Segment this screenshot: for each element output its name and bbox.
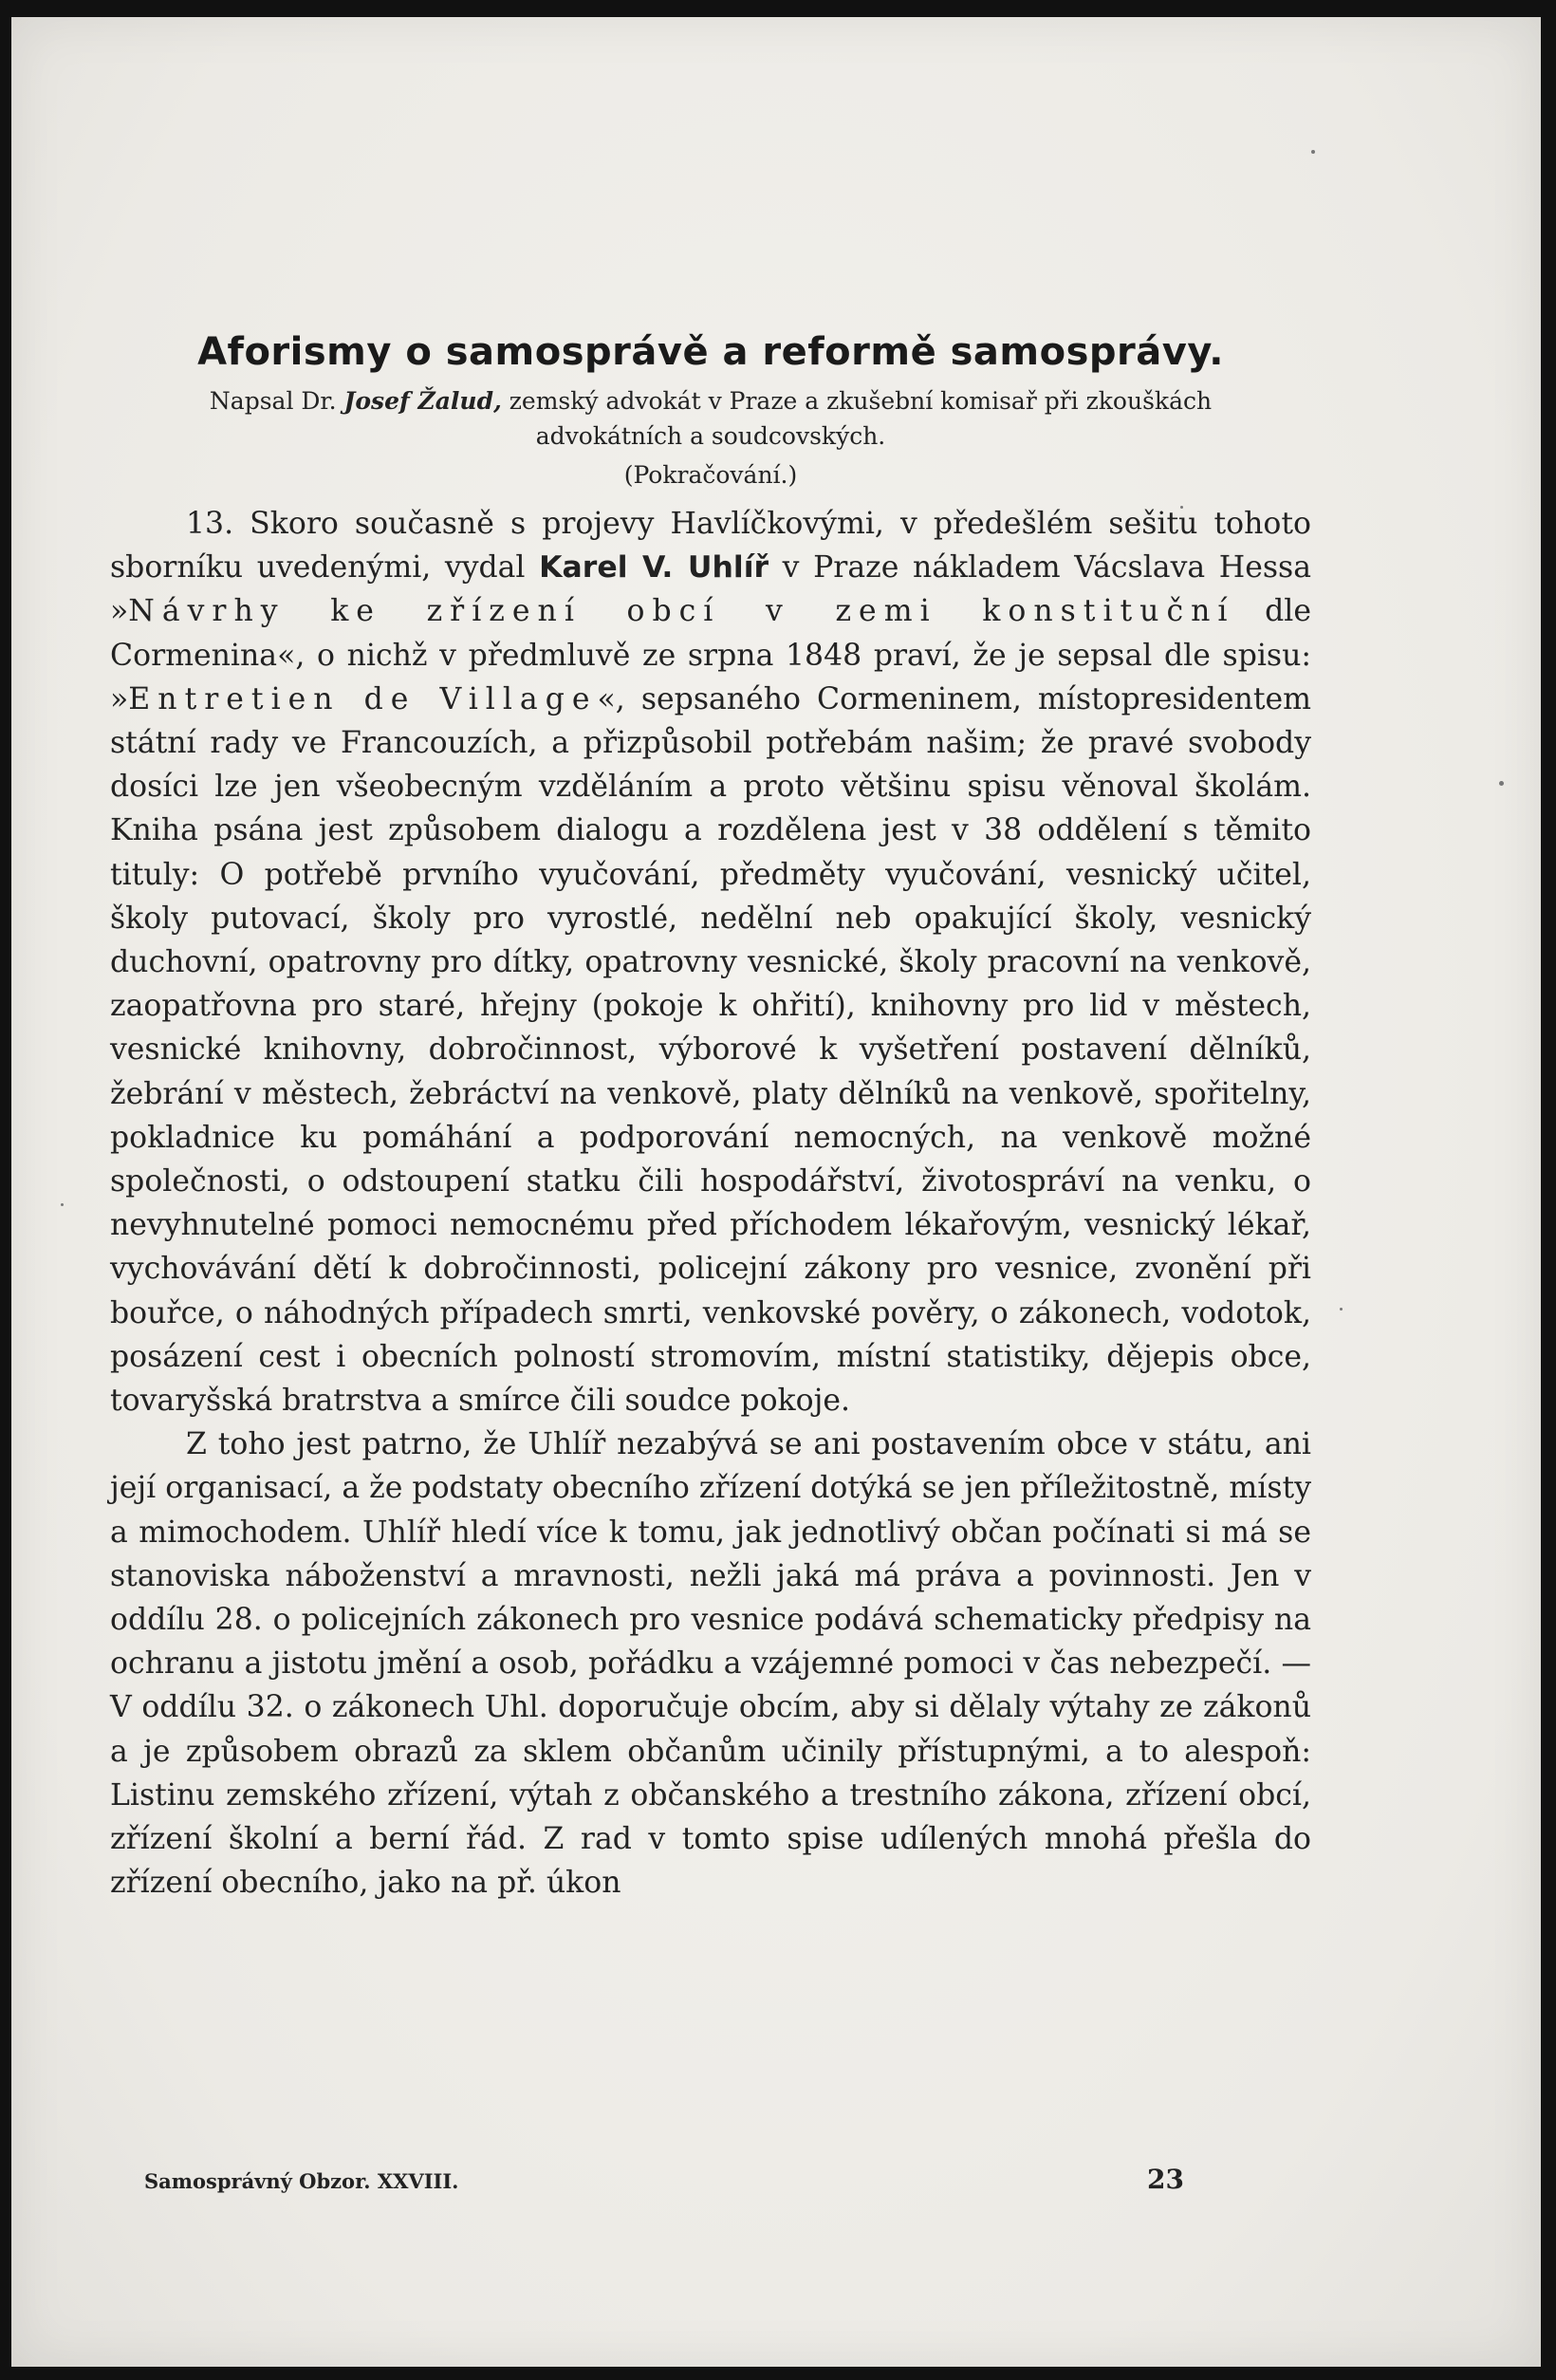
dust-speck <box>1311 150 1315 154</box>
dust-speck <box>1340 1308 1343 1311</box>
p1-text-4: «, sepsaného Cormeninem, místopresidentem státní rady ve Francouzích, a přizpůsobil potřebám našim; že pravé svobody dosíci lze jen všeobecným vzděláním a proto většinu spisu věnoval školám. Kniha psána jest způsobem dialogu a rozdělena jest v 38 oddělení s těmito tituly: O potřebě prvního vyučování, předměty vyučování, vesnický učitel, školy putovací, školy pro vyrostlé, nedělní neb opakující školy, vesnický duchovní, opatrovny pro dítky, opatrovny vesnické, školy pracovní na venkově, zaopatřovna pro staré, hřejny (pokoje k ohřití), knihovny pro lid v městech, vesnické knihovny, dobročinnost, výborové k vyšetření postavení dělníků, žebrání v městech, žebráctví na venkově, platy dělníků na venkově, spořitelny, pokladnice ku pomáhání a podporování nemocných, na venkově možné společnosti, o odstoupení statku čili hospodářství, životospráví na venku, o nevyhnutelné pomoci nemocnému před příchodem lékařovým, vesnický lékař, vychovávání dětí k dobročinnosti, policejní zákony pro vesnice, zvonění při bouřce, o náhodných případech smrti, venkovské pověry, o zákonech, vodotok, posázení cest i obecních polností stromovím, místní statistiky, dějepis obce, tovaryšská bratrstva a smírce čili soudce pokoje. <box>110 681 1311 1419</box>
dust-speck <box>61 1203 64 1206</box>
p1-text-1: 13. Skoro současně s projevy Havlíčkovými, v předešlém sešitu tohoto sborníku uvedenými, vydal <box>110 507 1311 586</box>
author-karel-uhlir: Karel V. Uhlíř <box>539 550 769 586</box>
source-title-spaced: Entretien de Village <box>128 681 598 716</box>
continued-note: (Pokračování.) <box>623 461 798 489</box>
p1-text-3: í dle Cormenina«, o nichž v předmluvě ze srpna 1848 praví, že je sepsal dle spisu: » <box>110 594 1312 716</box>
article-title: Aforismy o samosprávě a reformě samosprávy. <box>197 330 1224 374</box>
page-number: 23 <box>1147 2164 1184 2195</box>
book-title-spaced: Návrhy ke zřízení obcí v zemi konstitučn <box>128 594 1218 629</box>
dust-speck <box>1499 781 1504 786</box>
byline-suffix: zemský advokát v Praze a zkušební komisař při zkouškách advokátních a soudcovských. <box>501 387 1213 450</box>
scanned-page <box>11 17 1541 2367</box>
byline-prefix: Napsal Dr. <box>209 387 344 415</box>
author-name: Josef Žalud, <box>343 387 502 415</box>
article <box>110 330 1311 1906</box>
byline <box>110 383 1311 454</box>
p1-text-2: v Praze nákladem Vácslava Hessa » <box>110 550 1311 629</box>
journal-name: Samosprávný Obzor. XXVIII. <box>144 2169 459 2193</box>
page-footer <box>144 2164 1184 2195</box>
paragraph-2: Z toho jest patrno, že Uhlíř nezabývá se ani postavením obce v státu, ani její organisací, a že podstaty obecního zřízení dotýká se jen příležitostně, místy a mimochodem. Uhlíř hledí více k tomu, jak jednotlivý občan počínati si má se stanoviska náboženství a mravnosti, nežli jaká má práva a povinnosti. Jen v oddílu 28. o policejních zákonech pro vesnice podává schematicky předpisy na ochranu a jistotu jmění a osob, pořádku a vzájemné pomoci v čas nebezpečí. — V oddílu 32. o zákonech Uhl. doporučuje obcím, aby si dělaly výtahy ze zákonů a je způsobem obrazů za sklem občanům učinily přístupnými, a to alespoň: Listinu zemského zřízení, výtah z občanského a trestního zákona, zřízení obcí, zřízení školní a berní řád. Z rad v tomto spise udílených mnohá přešla do zřízení obecního, jako na př. úkon <box>110 1427 1311 1901</box>
paragraph-13 <box>110 502 1311 1422</box>
